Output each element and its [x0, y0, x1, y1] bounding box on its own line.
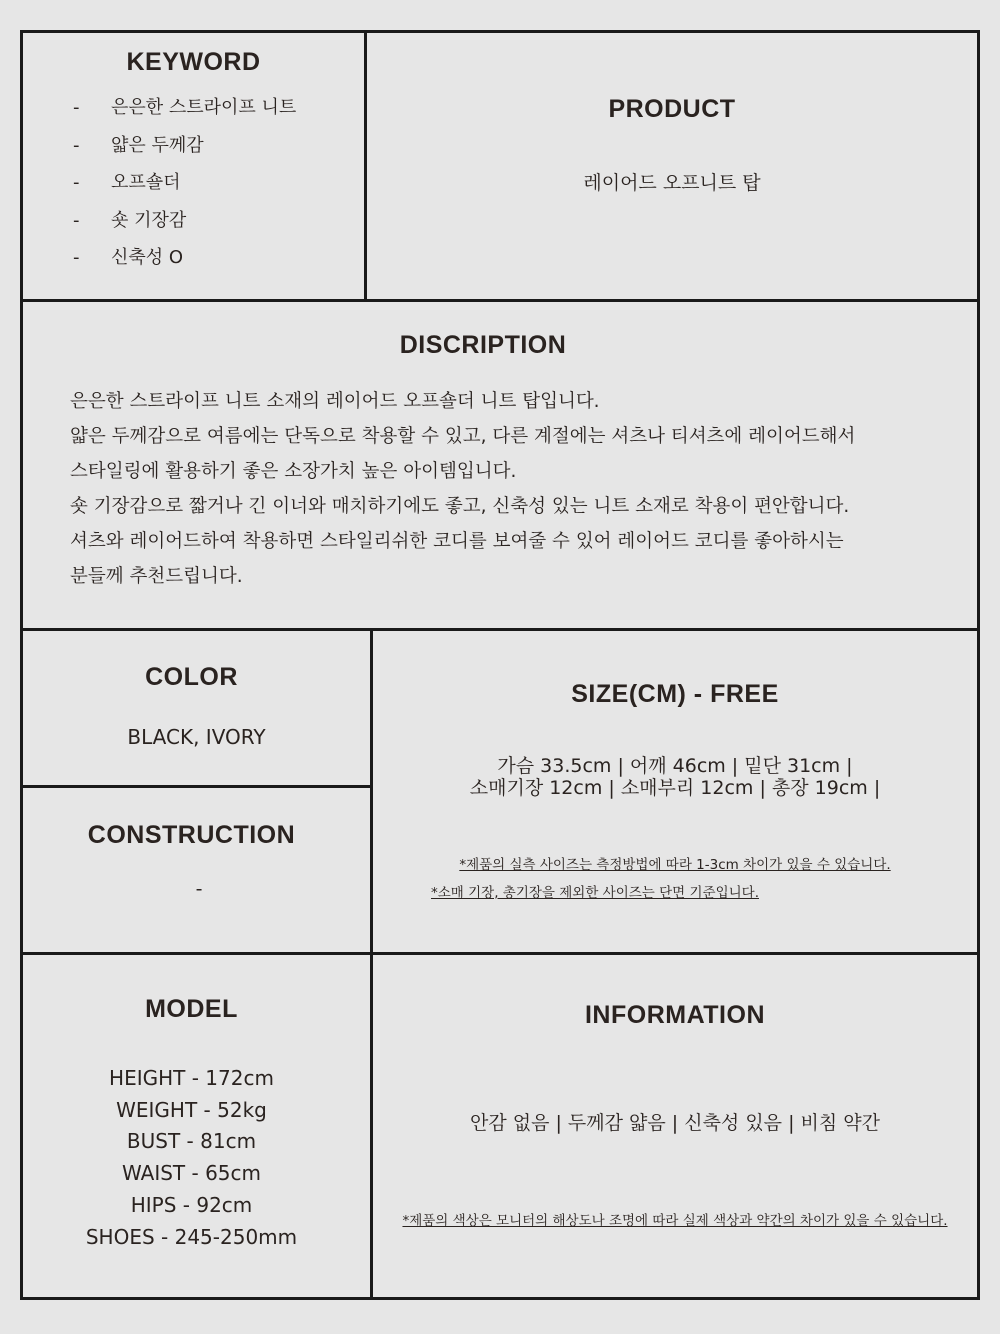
list-item: HEIGHT - 172cm — [109, 1066, 274, 1090]
size-note-2: *소매 기장, 총기장을 제외한 사이즈는 단면 기준입니다. — [431, 885, 759, 901]
list-dash: - — [73, 209, 80, 231]
description-line: 셔츠와 레이어드하여 착용하면 스타일리쉬한 코디를 보여줄 수 있어 레이어드 코디를 좋아하시는 — [70, 531, 844, 552]
model-section — [23, 955, 370, 1297]
size-section — [373, 631, 977, 952]
list-item: WAIST - 65cm — [121, 1161, 262, 1186]
description-line: 스타일링에 활용하기 좋은 소장가치 높은 아이템입니다. — [70, 461, 517, 482]
list-item: WEIGHT - 52kg — [116, 1097, 267, 1122]
list-dash: - — [73, 97, 80, 118]
size-measurements-1: 가슴 33.5cm | 어깨 46cm | 밑단 31cm | — [497, 755, 853, 777]
keyword-item: 신축성 O — [111, 247, 184, 268]
list-item: HIPS - 92cm — [130, 1192, 253, 1217]
color-title: COLOR — [145, 663, 238, 691]
keyword-title: KEYWORD — [126, 48, 261, 76]
model-stats — [23, 1063, 360, 1253]
keyword-section — [23, 33, 364, 299]
spec-sheet — [20, 30, 980, 1300]
size-measurements-2: 소매기장 12cm | 소매부리 12cm | 총장 19cm | — [469, 777, 881, 799]
product-name: 레이어드 오프니트 탑 — [583, 172, 761, 194]
list-dash: - — [73, 172, 80, 193]
list-item: SHOES - 245-250mm — [85, 1224, 298, 1249]
construction-section — [23, 788, 370, 952]
list-item — [23, 202, 364, 240]
construction-value: - — [195, 878, 203, 900]
description-line: 얇은 두께감으로 여름에는 단독으로 착용할 수 있고, 다른 계절에는 셔츠나 티셔츠에 레이어드해서 — [70, 426, 856, 447]
description-line: 은은한 스트라이프 니트 소재의 레이어드 오프숄더 니트 탑입니다. — [70, 391, 600, 412]
description-line: 숏 기장감으로 짧거나 긴 이너와 매치하기에도 좋고, 신축성 있는 니트 소재로 착용이 편안합니다. — [70, 496, 850, 517]
keyword-list — [23, 89, 364, 277]
size-title: SIZE(CM) - FREE — [571, 680, 779, 708]
keyword-item: 얇은 두께감 — [111, 134, 204, 156]
description-section — [23, 302, 977, 628]
product-title: PRODUCT — [608, 95, 736, 123]
size-note-1: *제품의 실측 사이즈는 측정방법에 따라 1-3cm 차이가 있을 수 있습니다. — [459, 857, 891, 873]
description-body — [70, 384, 950, 594]
color-value: BLACK, IVORY — [127, 725, 266, 749]
information-summary: 안감 없음 | 두께감 얇음 | 신축성 있음 | 비침 약간 — [470, 1112, 880, 1134]
description-title: DISCRIPTION — [399, 331, 567, 359]
list-item — [23, 89, 364, 127]
list-item — [23, 164, 364, 202]
list-dash: - — [73, 247, 80, 268]
list-item — [23, 239, 364, 277]
keyword-item: 오프숄더 — [111, 172, 181, 193]
list-dash: - — [73, 134, 80, 156]
keyword-item: 은은한 스트라이프 니트 — [111, 97, 297, 118]
keyword-item: 숏 기장감 — [111, 209, 187, 231]
information-title: INFORMATION — [584, 1001, 765, 1029]
list-item — [23, 127, 364, 165]
construction-title: CONSTRUCTION — [87, 821, 296, 849]
information-section — [373, 955, 977, 1297]
description-line: 분들께 추천드립니다. — [70, 566, 243, 587]
list-item: BUST - 81cm — [126, 1129, 257, 1154]
model-title: MODEL — [145, 995, 238, 1023]
product-section — [367, 33, 977, 299]
information-note: *제품의 색상은 모니터의 해상도나 조명에 따라 실제 색상과 약간의 차이가 있을 수 있습니다. — [402, 1213, 948, 1229]
color-section — [23, 631, 370, 785]
